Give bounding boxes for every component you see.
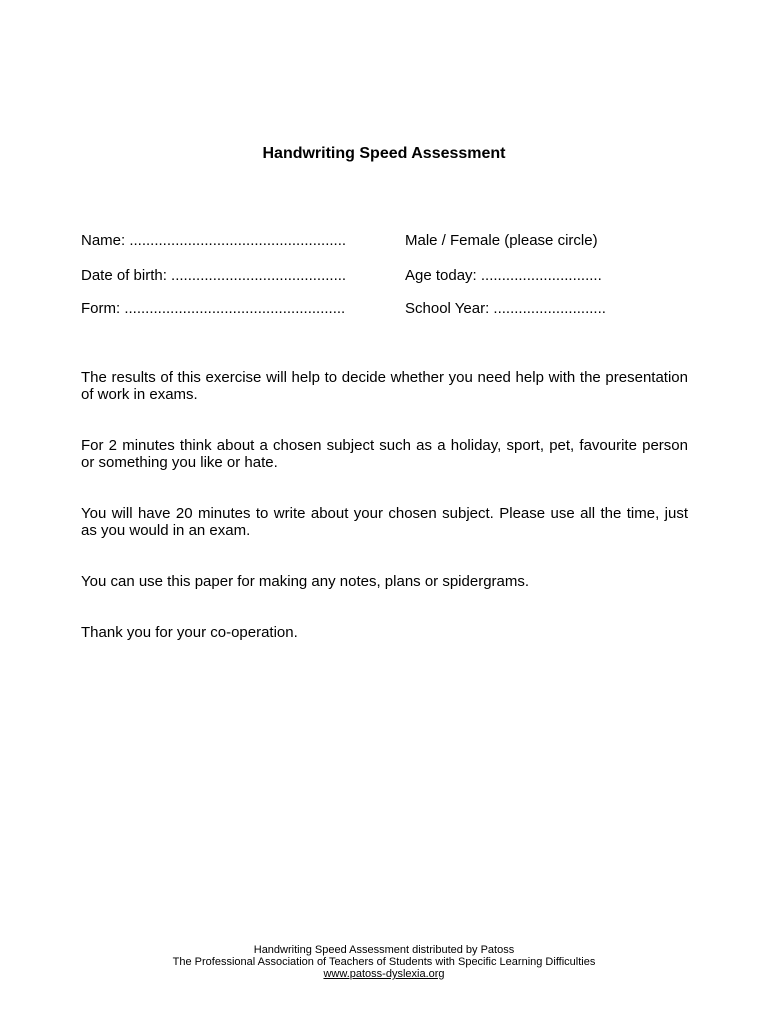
footer-website-link[interactable]: www.patoss-dyslexia.org — [323, 968, 445, 980]
sex-field: Male / Female (please circle) — [405, 232, 598, 249]
name-field: Name: .................................................... — [81, 232, 347, 249]
instruction-paragraph: You can use this paper for making any notes, plans or spidergrams. — [81, 573, 530, 590]
instruction-paragraph: For 2 minutes think about a chosen subject such as a holiday, sport, pet, favourite person or something you like or hate. — [81, 437, 688, 471]
thank-you-paragraph: Thank you for your co-operation. — [81, 624, 298, 641]
footer-association-line: The Professional Association of Teachers of Students with Specific Learning Difficulties — [172, 956, 596, 968]
school-year-field: School Year: ........................... — [405, 300, 606, 317]
date-of-birth-field: Date of birth: .......................................... — [81, 267, 347, 284]
field-row-dob — [81, 267, 691, 287]
form-field: Form: ..................................................... — [81, 300, 346, 317]
footer-distribution-line: Handwriting Speed Assessment distributed by Patoss — [253, 944, 515, 956]
footer — [0, 944, 768, 980]
instruction-paragraph: The results of this exercise will help to decide whether you need help with the presentation of work in exams. — [81, 369, 688, 403]
instruction-paragraph: You will have 20 minutes to write about your chosen subject. Please use all the time, just as you would in an exam. — [81, 505, 688, 539]
field-row-form — [81, 300, 691, 320]
page-title: Handwriting Speed Assessment — [262, 145, 506, 162]
age-today-field: Age today: ............................. — [405, 267, 602, 284]
field-row-name — [81, 232, 691, 252]
